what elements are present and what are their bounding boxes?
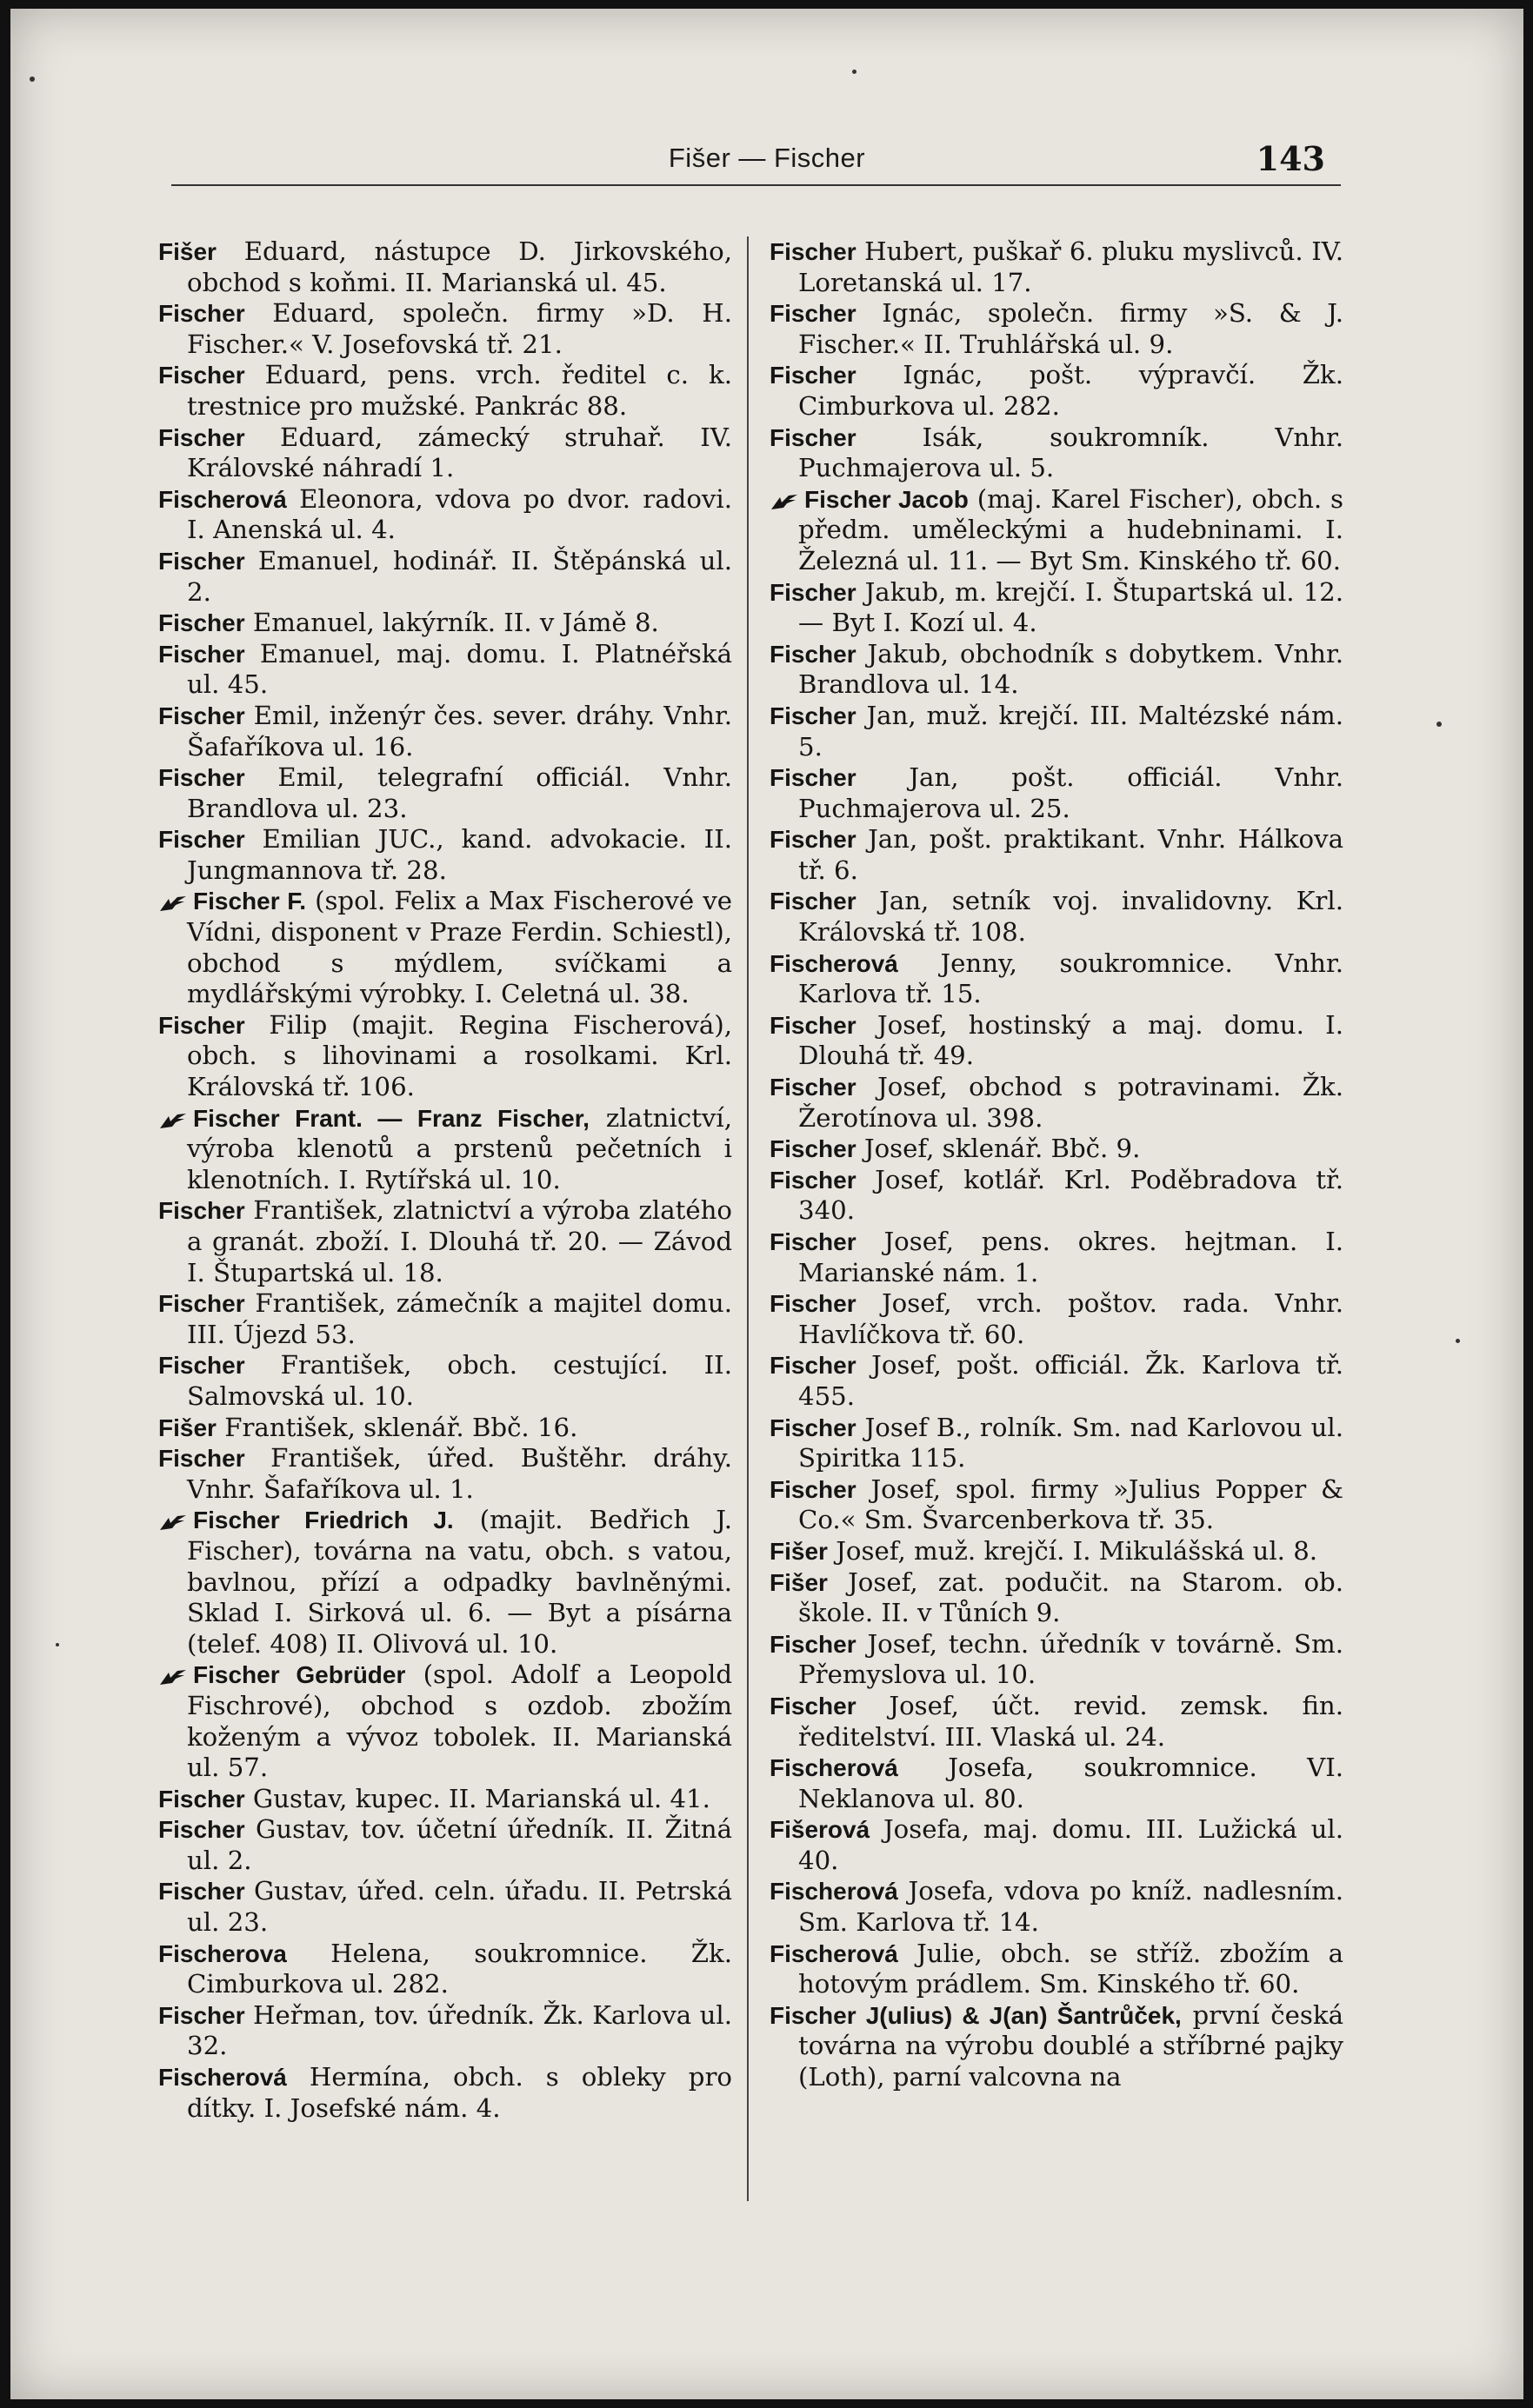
entry-text: Hermína, obch. s obleky pro dítky. I. Josefské nám. 4. xyxy=(187,2062,732,2123)
directory-entry xyxy=(770,1474,1343,1536)
entry-text: zlatnictví, výroba klenotů a prstenů pečetních i klenotních. I. Rytířská ul. 10. xyxy=(187,1102,732,1194)
pointing-hand-icon xyxy=(158,1103,193,1134)
entry-name: Fischer xyxy=(770,1228,856,1255)
column-divider xyxy=(747,236,749,2201)
entry-name: Fischer xyxy=(770,1074,856,1101)
entry-name: Fischerová xyxy=(770,949,898,977)
entry-text: Josef, muž. krejčí. I. Mikulášská ul. 8. xyxy=(836,1535,1318,1566)
entry-name: Fischer xyxy=(158,609,245,637)
entry-text: (maj. Karel Fischer), obch. s předm. uměleckými a hudebninami. I. Železná ul. 11. — Byt Sm. Kinského tř. 60. xyxy=(798,483,1343,575)
entry-name: Fischer xyxy=(158,1197,245,1225)
directory-entry xyxy=(770,422,1343,484)
entry-name: Fischer xyxy=(770,640,856,668)
entry-name: Fischer xyxy=(770,1011,856,1039)
print-speck xyxy=(1436,722,1442,727)
entry-text: Josef, hostinský a maj. domu. I. Dlouhá tř. 49. xyxy=(798,1009,1343,1071)
directory-entry xyxy=(770,1165,1343,1227)
directory-entry xyxy=(158,484,732,546)
entry-text: Isák, soukromník. Vnhr. Puchmajerova ul. 5. xyxy=(798,422,1343,483)
entry-name: Fischer xyxy=(158,362,245,389)
entry-name: Fischer xyxy=(770,1414,856,1441)
directory-entry xyxy=(770,1350,1343,1412)
entry-text: Hubert, puškař 6. pluku myslivců. IV. Loretanská ul. 17. xyxy=(798,236,1343,297)
directory-entry xyxy=(158,2000,732,2062)
entry-name: Fišerová xyxy=(770,1816,870,1844)
directory-entry xyxy=(770,1691,1343,1753)
directory-entry xyxy=(770,639,1343,701)
entry-name: Fišer xyxy=(158,1414,217,1441)
entry-text: Helena, soukromnice. Žk. Cimburkova ul. 282. xyxy=(187,1938,732,1999)
directory-entry xyxy=(158,608,732,639)
directory-entry xyxy=(770,762,1343,824)
entry-text: Josef, spol. firmy »Julius Popper & Co.« Sm. Švarcenberkova tř. 35. xyxy=(798,1473,1344,1535)
entry-text: Jenny, soukromnice. Vnhr. Karlova tř. 15. xyxy=(798,948,1343,1009)
entry-text: Gustav, úřed. celn. úřadu. II. Petrská ul. 23. xyxy=(187,1876,732,1938)
directory-entry xyxy=(770,701,1343,762)
directory-entry xyxy=(770,1814,1343,1876)
directory-entry xyxy=(770,577,1343,639)
directory-entry xyxy=(770,1227,1343,1288)
page-header xyxy=(10,139,1523,191)
entry-text: František, sklenář. Bbč. 16. xyxy=(224,1412,578,1442)
entry-text: (spol. Adolf a Leopold Fischrové), obchod s ozdob. zbožím koženým a vývoz tobolek. II. Marianská ul. 57. xyxy=(187,1660,733,1783)
entry-text: Josef, účt. revid. zemsk. fin. ředitelství. III. Vlaská ul. 24. xyxy=(798,1690,1344,1752)
print-speck xyxy=(852,70,856,74)
entry-name: Fischer xyxy=(770,1352,856,1380)
entry-name: Fischer xyxy=(158,826,245,854)
entry-name: Fischerová xyxy=(158,485,287,513)
directory-entry xyxy=(770,360,1343,422)
directory-entry xyxy=(158,1103,732,1196)
directory-entry xyxy=(770,886,1343,948)
directory-entry xyxy=(770,1939,1343,2000)
entry-name: Fischer xyxy=(770,1135,856,1163)
print-speck xyxy=(30,76,35,82)
entry-text: Emil, inženýr čes. sever. dráhy. Vnhr. Šafaříkova ul. 16. xyxy=(187,700,732,762)
entry-name: Fischer F. xyxy=(193,888,306,915)
entry-name: Fischerova xyxy=(158,1939,287,1967)
entry-text: Gustav, tov. účetní úředník. II. Žitná ul. 2. xyxy=(187,1814,733,1875)
entry-text: Jan, muž. krejčí. III. Maltézské nám. 5. xyxy=(798,700,1343,762)
entry-name: Fischer Frant. — Franz Fischer, xyxy=(193,1104,590,1132)
entry-text: Emanuel, hodinář. II. Štěpánská ul. 2. xyxy=(187,545,732,607)
pointing-hand-icon xyxy=(770,484,804,516)
directory-entry xyxy=(158,1350,732,1412)
entry-name: Fischer xyxy=(158,1352,245,1380)
entry-name: Fischer xyxy=(770,1475,856,1503)
entry-name: Fischer xyxy=(158,640,245,668)
entry-text: Jakub, obchodník s dobytkem. Vnhr. Brandlova ul. 14. xyxy=(798,638,1343,700)
entry-name: Fischer xyxy=(770,362,856,389)
entry-text: (spol. Felix a Max Fischerové ve Vídni, disponent v Praze Ferdin. Schiestl), obchod s mýdlem, svíčkami a mydlářskými výrobky. I. Celetná ul. 38. xyxy=(187,886,732,1009)
entry-text: Josef, techn. úředník v továrně. Sm. Přemyslova ul. 10. xyxy=(798,1628,1343,1690)
directory-entry xyxy=(158,360,732,422)
entry-name: Fischer xyxy=(770,578,856,606)
directory-entry xyxy=(158,1443,732,1505)
entry-text: Josef, sklenář. Bbč. 9. xyxy=(863,1134,1141,1164)
entry-text: Emilian JUC., kand. advokacie. II. Jungmannova tř. 28. xyxy=(187,824,732,885)
directory-entry xyxy=(158,2062,732,2124)
directory-entry xyxy=(770,1753,1343,1814)
entry-name: Fischerová xyxy=(770,1754,898,1782)
entry-text: Heřman, tov. úředník. Žk. Karlova ul. 32. xyxy=(187,1999,732,2061)
entry-text: Josef, zat. podučit. na Starom. ob. škole. II. v Tůních 9. xyxy=(798,1567,1343,1628)
directory-entry xyxy=(770,298,1343,360)
entry-name: Fischer xyxy=(770,1166,856,1194)
running-title: Fišer — Fischer xyxy=(668,143,866,173)
entry-name: Fischer xyxy=(158,764,245,792)
directory-entry xyxy=(158,422,732,484)
directory-entry xyxy=(158,1814,732,1876)
directory-entry xyxy=(770,484,1343,577)
directory-entry xyxy=(770,824,1343,886)
entry-text: Emil, telegrafní officiál. Vnhr. Brandlova ul. 23. xyxy=(187,762,733,823)
entry-text: Gustav, kupec. II. Marianská ul. 41. xyxy=(252,1783,710,1813)
entry-text: Josef B., rolník. Sm. nad Karlovou ul. Spiritka 115. xyxy=(798,1412,1343,1473)
directory-entry xyxy=(158,701,732,762)
entry-name: Fischer xyxy=(158,1290,245,1318)
entry-name: Fischerová xyxy=(770,1878,898,1906)
print-speck xyxy=(56,1643,59,1646)
directory-entry xyxy=(158,298,732,360)
print-speck xyxy=(1456,1339,1460,1343)
entry-name: Fischer xyxy=(770,423,856,451)
entry-name: Fischer xyxy=(770,300,856,328)
entry-text: Jan, setník voj. invalidovny. Krl. Královská tř. 108. xyxy=(798,886,1343,948)
directory-entry xyxy=(770,1288,1343,1350)
directory-entry xyxy=(770,1010,1343,1072)
entry-name: Fischer xyxy=(770,1692,856,1720)
entry-name: Fischer xyxy=(158,423,245,451)
entry-name: Fischer Jacob xyxy=(804,485,969,513)
entry-name: Fischer xyxy=(770,1290,856,1318)
directory-entry xyxy=(158,762,732,824)
directory-entry xyxy=(158,1288,732,1350)
entry-name: Fischer xyxy=(158,547,245,575)
entry-text: Josef, pens. okres. hejtman. I. Marianské nám. 1. xyxy=(798,1227,1343,1287)
directory-entry xyxy=(770,1876,1343,1938)
entry-text: Jan, pošt. officiál. Vnhr. Puchmajerova ul. 25. xyxy=(798,762,1343,823)
directory-entry xyxy=(158,1413,732,1444)
entry-name: Fischer xyxy=(158,1011,245,1039)
entry-text: Eduard, zámecký struhař. IV. Královské náhradí 1. xyxy=(187,422,733,483)
pointing-hand-icon xyxy=(158,1505,193,1536)
entry-text: Filip (majit. Regina Fischerová), obch. s lihovinami a rosolkami. Krl. Královská tř. 106. xyxy=(187,1009,732,1102)
pointing-hand-icon xyxy=(158,886,193,917)
entry-text: Josef, vrch. poštov. rada. Vnhr. Havlíčkova tř. 60. xyxy=(798,1288,1343,1349)
entry-name: Fischer xyxy=(770,888,856,915)
entry-text: František, obch. cestující. II. Salmovská ul. 10. xyxy=(187,1350,732,1411)
entry-name: Fischer xyxy=(158,1816,245,1844)
directory-entry xyxy=(158,824,732,886)
entry-text: Emanuel, maj. domu. I. Platnéřská ul. 45. xyxy=(187,638,732,700)
entry-name: Fischer Gebrüder xyxy=(193,1661,406,1689)
right-column xyxy=(770,236,1343,2093)
entry-text: Josef, obchod s potravinami. Žk. Žerotínova ul. 398. xyxy=(798,1072,1343,1133)
directory-entry xyxy=(158,1505,732,1660)
entry-name: Fischer xyxy=(770,764,856,792)
entry-text: Emanuel, lakýrník. II. v Jámě 8. xyxy=(252,608,659,638)
directory-entry xyxy=(158,546,732,608)
directory-entry xyxy=(158,236,732,298)
directory-entry xyxy=(770,1629,1343,1691)
entry-name: Fischer xyxy=(158,1878,245,1906)
directory-entry xyxy=(770,1536,1343,1567)
entry-text: Ignác, pošt. výpravčí. Žk. Cimburkova ul. 282. xyxy=(798,360,1344,421)
entry-text: František, zlatnictví a výroba zlatého a granát. zboží. I. Dlouhá tř. 20. — Závod I. Štupartská ul. 18. xyxy=(187,1195,732,1287)
entry-name: Fischer Friedrich J. xyxy=(193,1507,454,1534)
entry-text: Eleonora, vdova po dvor. radovi. I. Anenská ul. 4. xyxy=(187,483,732,545)
entry-text: Eduard, pens. vrch. ředitel c. k. trestnice pro mužské. Pankrác 88. xyxy=(187,360,732,421)
entry-name: Fišer xyxy=(158,238,217,265)
directory-entry xyxy=(158,1939,732,2000)
directory-entry xyxy=(158,639,732,701)
pointing-hand-icon xyxy=(158,1660,193,1691)
directory-entry xyxy=(770,236,1343,298)
entry-name: Fischer xyxy=(158,300,245,328)
entry-text: Josef, pošt. officiál. Žk. Karlova tř. 455. xyxy=(798,1350,1343,1411)
entry-name: Fischer xyxy=(770,702,856,729)
directory-entry xyxy=(158,1660,732,1783)
entry-name: Fischer xyxy=(158,702,245,729)
entry-text: Eduard, společn. firmy »D. H. Fischer.« V. Josefovská tř. 21. xyxy=(187,298,732,359)
entry-name: Fischer xyxy=(158,2001,245,2029)
directory-entry xyxy=(770,1134,1343,1165)
directory-entry xyxy=(770,1567,1343,1629)
entry-text: Josefa, soukromnice. VI. Neklanova ul. 80. xyxy=(798,1753,1343,1813)
entry-name: Fischer xyxy=(770,826,856,854)
entry-text: Josefa, vdova po kníž. nadlesním. Sm. Karlova tř. 14. xyxy=(798,1876,1343,1938)
directory-entry xyxy=(158,1784,732,1815)
directory-entry xyxy=(158,1195,732,1288)
directory-entry xyxy=(158,1876,732,1938)
entry-text: František, zámečník a majitel domu. III. Újezd 53. xyxy=(187,1288,732,1349)
header-rule xyxy=(171,184,1341,186)
directory-entry xyxy=(770,1072,1343,1134)
entry-text: první česká továrna na výrobu doublé a stříbrné pajky (Loth), parní valcovna na xyxy=(798,1999,1343,2092)
entry-text: Ignác, společn. firmy »S. & J. Fischer.« II. Truhlářská ul. 9. xyxy=(798,298,1344,359)
directory-entry xyxy=(770,948,1343,1010)
entry-text: Josefa, maj. domu. III. Lužická ul. 40. xyxy=(798,1814,1344,1875)
directory-entry xyxy=(158,1010,732,1103)
entry-text: Julie, obch. se stříž. zbožím a hotovým prádlem. Sm. Kinského tř. 60. xyxy=(798,1938,1343,1999)
entry-text: Jan, pošt. praktikant. Vnhr. Hálkova tř. 6. xyxy=(798,824,1343,885)
entry-name: Fischerová xyxy=(770,1939,898,1967)
entry-name: Fischer xyxy=(158,1785,245,1813)
entry-text: Josef, kotlář. Krl. Poděbradova tř. 340. xyxy=(798,1164,1343,1226)
entry-text: Jakub, m. krejčí. I. Štupartská ul. 12. — Byt I. Kozí ul. 4. xyxy=(798,576,1343,638)
page-number: 143 xyxy=(1256,139,1325,178)
book-page xyxy=(10,9,1523,2399)
left-column xyxy=(158,236,732,2124)
directory-entry xyxy=(770,2000,1343,2093)
entry-name: Fischer J(ulius) & J(an) Šantrůček, xyxy=(770,2001,1182,2029)
entry-name: Fischer xyxy=(770,1630,856,1658)
entry-text: (majit. Bedřich J. Fischer), továrna na vatu, obch. s vatou, bavlnou, přízí a odpadky bavlněnými. Sklad I. Sirková ul. 6. — Byt a písárna (telef. 408) II. Olivová ul. 10. xyxy=(187,1505,732,1659)
entry-text: Eduard, nástupce D. Jirkovského, obchod s koňmi. II. Marianská ul. 45. xyxy=(187,236,732,297)
directory-entry xyxy=(158,886,732,1009)
entry-name: Fišer xyxy=(770,1568,828,1596)
entry-name: Fischerová xyxy=(158,2064,287,2092)
entry-name: Fišer xyxy=(770,1537,828,1565)
directory-entry xyxy=(770,1413,1343,1474)
entry-text: František, úřed. Buštěhr. dráhy. Vnhr. Šafaříkova ul. 1. xyxy=(187,1443,733,1504)
entry-name: Fischer xyxy=(770,238,856,265)
entry-name: Fischer xyxy=(158,1445,245,1473)
